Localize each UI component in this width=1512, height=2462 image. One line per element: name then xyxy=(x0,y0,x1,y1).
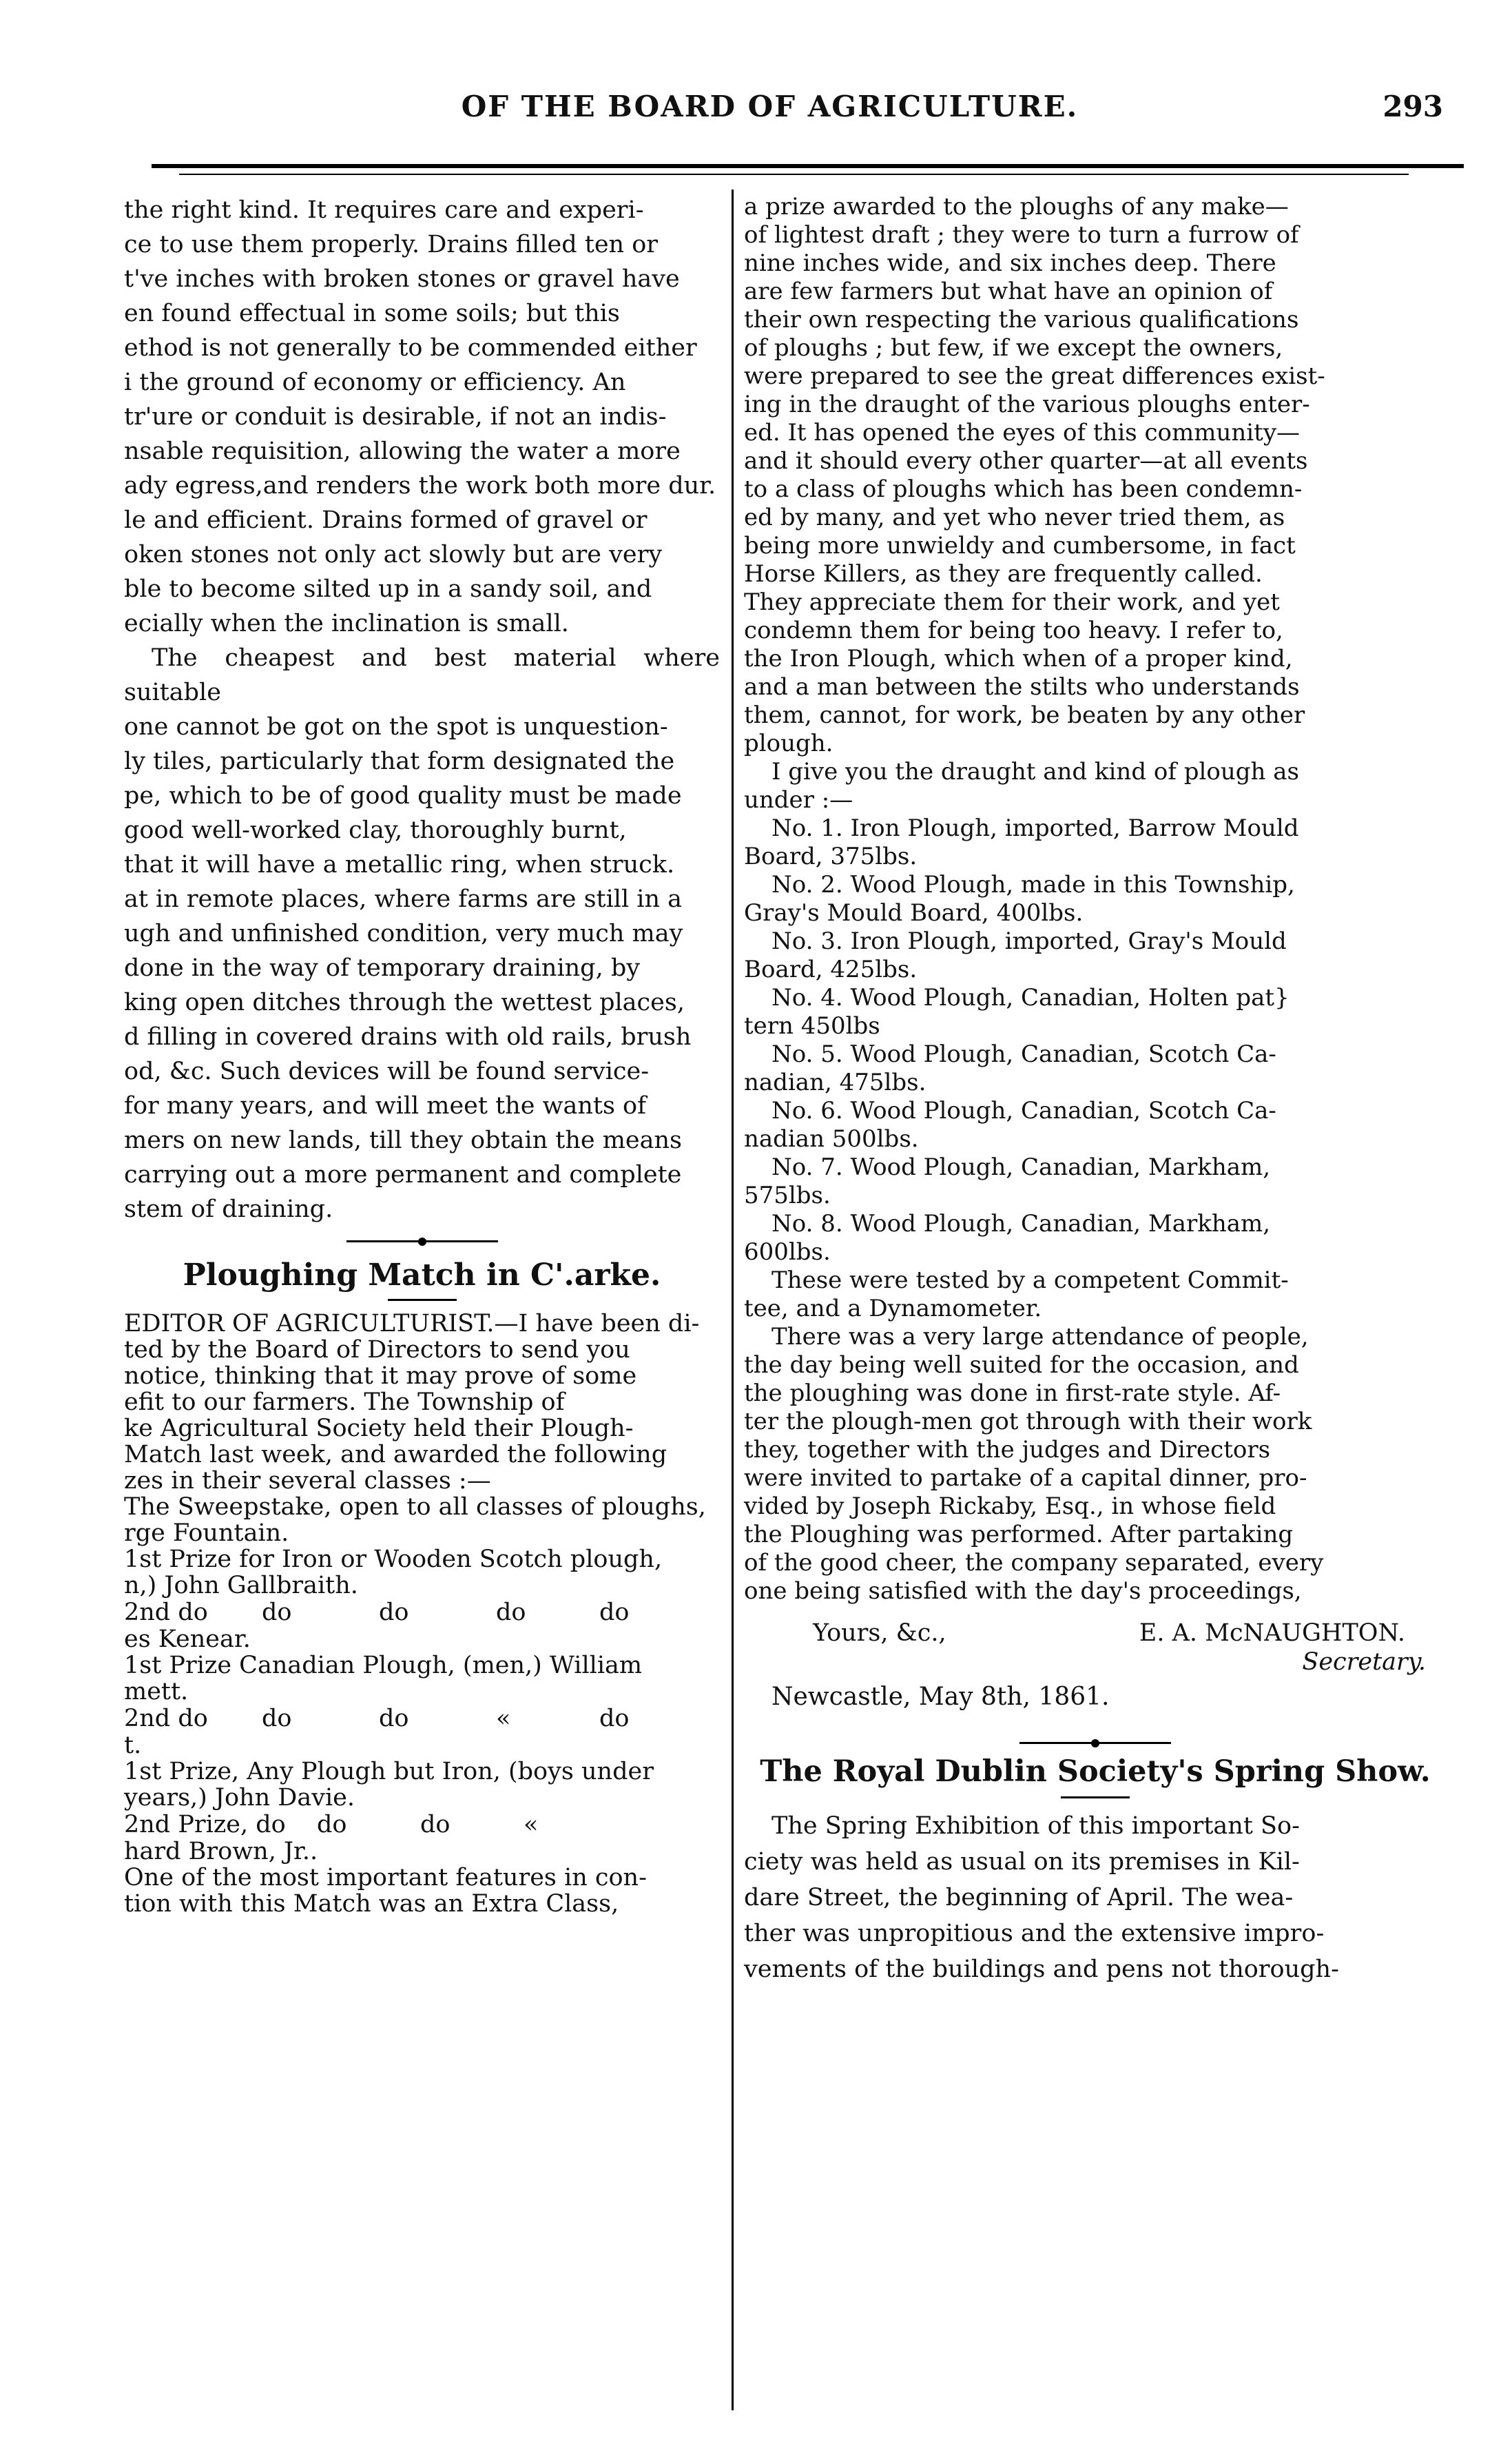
plough-entry xyxy=(744,984,1447,1040)
text-line: ugh and unfinished condition, very much may xyxy=(124,920,683,947)
text-line: nadian, 475lbs. xyxy=(744,1069,926,1096)
drainage-paragraph xyxy=(124,193,720,641)
text-line: tern 450lbs xyxy=(744,1012,880,1040)
closing-lines xyxy=(124,1865,720,1917)
text-line: The Sweepstake, open to all classes of ploughs, xyxy=(124,1493,706,1521)
text-line: mers on new lands, till they obtain the means xyxy=(124,1127,682,1154)
text-line: vided by Joseph Rickaby, Esq., in whose field xyxy=(744,1492,1276,1520)
text-line: good well-worked clay, thoroughly burnt, xyxy=(124,817,627,844)
ditto-cell: do xyxy=(496,1599,526,1626)
text-line: These were tested by a competent Commit- xyxy=(771,1266,1289,1294)
ditto-cell: do xyxy=(599,1599,630,1626)
text-line: efit to our farmers. The Township of xyxy=(124,1388,565,1416)
text-line: the Iron Plough, which when of a proper kind, xyxy=(744,645,1293,673)
ditto-cell: « xyxy=(524,1811,539,1838)
text-line: their own respecting the various qualifications xyxy=(744,306,1299,334)
text-line: nine inches wide, and six inches deep. There xyxy=(744,249,1276,277)
text-line: were prepared to see the great differences exist- xyxy=(744,362,1325,390)
plough-entry xyxy=(744,871,1447,927)
text-line: Horse Killers, as they are frequently called. xyxy=(744,560,1263,588)
text-line: ciety was held as usual on its premises in Kil- xyxy=(744,1848,1300,1876)
text-line: n,) John Gallbraith. xyxy=(124,1572,358,1599)
plough-entry xyxy=(744,1153,1447,1210)
ditto-cell: do xyxy=(420,1811,451,1838)
text-line: ed. It has opened the eyes of this community— xyxy=(744,419,1301,447)
section-separator xyxy=(1019,1742,1171,1744)
text-line: the right kind. It requires care and experi- xyxy=(124,196,644,224)
text-line: being more unwieldy and cumbersome, in fact xyxy=(744,532,1296,560)
signature-line xyxy=(744,1618,1447,1648)
text-line: 575lbs. xyxy=(744,1182,831,1209)
text-line: to a class of ploughs which has been condemn- xyxy=(744,475,1303,503)
text-line: They appreciate them for their work, and yet xyxy=(744,588,1280,616)
tiles-paragraph xyxy=(124,641,720,1227)
text-line: ed by many, and yet who never tried them, as xyxy=(744,504,1285,531)
text-line: d filling in covered drains with old rails, brush xyxy=(124,1023,692,1051)
draught-intro xyxy=(744,758,1447,814)
prize-winner: mett. xyxy=(124,1678,189,1705)
prize-canadian: 1st Prize Canadian Plough, (men,) William xyxy=(124,1652,643,1679)
text-line: No. 1. Iron Plough, imported, Barrow Mould xyxy=(771,814,1299,842)
text-line: The Spring Exhibition of this important So- xyxy=(771,1812,1300,1840)
boys-prize xyxy=(124,1758,720,1811)
attendance-paragraph xyxy=(744,1323,1447,1606)
ditto-cell: do xyxy=(379,1705,409,1732)
text-line: tr'ure or conduit is desirable, if not an indis- xyxy=(124,403,667,431)
text-line: Board, 425lbs. xyxy=(744,956,918,983)
text-line: No. 8. Wood Plough, Canadian, Markham, xyxy=(771,1210,1271,1238)
text-line: Board, 375lbs. xyxy=(744,843,918,870)
text-line: the ploughing was done in first-rate style. Af- xyxy=(744,1379,1281,1407)
plough-entry xyxy=(744,1097,1447,1153)
text-line: 600lbs. xyxy=(744,1238,831,1266)
text-line: one cannot be got on the spot is unquestion- xyxy=(124,713,668,741)
ditto-cell: « xyxy=(496,1705,511,1732)
text-line: of ploughs ; but few, if we except the owners, xyxy=(744,334,1283,362)
text-line: nadian 500lbs. xyxy=(744,1125,919,1153)
ditto-cell: do xyxy=(262,1705,292,1732)
text-line: ethod is not generally to be commended either xyxy=(124,334,697,362)
ditto-cell: do xyxy=(262,1599,292,1626)
text-line: ther was unpropitious and the extensive impro- xyxy=(744,1920,1325,1947)
ditto-cell: 2nd Prize, do xyxy=(124,1811,286,1838)
text-line: them, cannot, for work, be beaten by any other xyxy=(744,701,1305,729)
text-line: that it will have a metallic ring, when struck. xyxy=(124,851,675,879)
text-line: ady egress,and renders the work both more dur. xyxy=(124,472,716,500)
text-line: t've inches with broken stones or gravel have xyxy=(124,265,680,293)
text-line: years,) John Davie. xyxy=(124,1784,355,1812)
text-line: king open ditches through the wettest places, xyxy=(124,989,685,1016)
section-separator xyxy=(346,1240,498,1242)
ditto-cell: 2nd do xyxy=(124,1599,208,1626)
plough-entry xyxy=(744,927,1447,984)
ditto-cell: do xyxy=(317,1811,347,1838)
text-line: od, &c. Such devices will be found service- xyxy=(124,1058,650,1085)
text-line: le and efficient. Drains formed of gravel or xyxy=(124,506,648,534)
text-line: I give you the draught and kind of plough as xyxy=(771,758,1299,786)
text-line: ing in the draught of the various ploughs enter- xyxy=(744,391,1310,418)
text-line: they, together with the judges and Directors xyxy=(744,1436,1271,1464)
text-line: There was a very large attendance of people, xyxy=(771,1323,1309,1351)
text-line: Gray's Mould Board, 400lbs. xyxy=(744,899,1084,927)
prize-winner: hard Brown, Jr.. xyxy=(124,1838,318,1865)
text-line: No. 5. Wood Plough, Canadian, Scotch Ca- xyxy=(771,1040,1276,1068)
text-line: the day being well suited for the occasion, and xyxy=(744,1351,1299,1379)
prize-winner: es Kenear. xyxy=(124,1625,251,1653)
plough-entry xyxy=(744,814,1447,871)
page-number: 293 xyxy=(1382,90,1443,123)
text-line: nsable requisition, allowing the water a more xyxy=(124,438,681,465)
left-column xyxy=(124,193,720,1917)
text-line: stem of draining. xyxy=(124,1196,333,1223)
page-header xyxy=(83,90,1457,138)
text-line: tion with this Match was an Extra Class, xyxy=(124,1890,619,1918)
text-line: dare Street, the beginning of April. The wea- xyxy=(744,1884,1294,1911)
header-rule xyxy=(152,164,1464,168)
column-divider xyxy=(732,189,734,2410)
text-line: notice, thinking that it may prove of some xyxy=(124,1362,637,1390)
text-line: one being satisfied with the day's proceedings, xyxy=(744,1577,1302,1605)
tested-paragraph xyxy=(744,1266,1447,1323)
text-line: for many years, and will meet the wants of xyxy=(124,1092,647,1120)
header-rule-thin xyxy=(179,174,1409,175)
text-line: rge Fountain. xyxy=(124,1519,289,1547)
ploughing-match-heading: Ploughing Match in C'.arke. xyxy=(183,1258,661,1293)
text-line: at in remote places, where farms are still in a xyxy=(124,885,683,913)
text-line: en found effectual in some soils; but this xyxy=(124,300,620,327)
text-line: Match last week, and awarded the following xyxy=(124,1441,667,1468)
text-line: No. 6. Wood Plough, Canadian, Scotch Ca- xyxy=(771,1097,1276,1125)
text-line: and a man between the stilts who understands xyxy=(744,673,1300,701)
text-line: are few farmers but what have an opinion of xyxy=(744,278,1273,305)
text-line: of lightest draft ; they were to turn a furrow of xyxy=(744,221,1299,249)
extra-class-paragraph xyxy=(744,193,1447,758)
text-line: ke Agricultural Society held their Plough- xyxy=(124,1415,634,1442)
text-line: tee, and a Dynamometer. xyxy=(744,1295,1042,1322)
text-line: No. 3. Iron Plough, imported, Gray's Mould xyxy=(771,927,1287,955)
plough-entry xyxy=(744,1210,1447,1266)
royal-paragraph xyxy=(744,1808,1447,1987)
ditto-row xyxy=(124,1705,720,1732)
text-line: a prize awarded to the ploughs of any make— xyxy=(744,193,1289,220)
text-line: ly tiles, particularly that form designated the xyxy=(124,748,675,775)
text-line: i the ground of economy or efficiency. An xyxy=(124,369,626,396)
ditto-cell: do xyxy=(379,1599,409,1626)
text-line: No. 2. Wood Plough, made in this Township, xyxy=(771,871,1295,899)
text-line: vements of the buildings and pens not thorough- xyxy=(744,1956,1339,1983)
text-line: oken stones not only act slowly but are very xyxy=(124,541,663,568)
plough-entry xyxy=(744,1040,1447,1097)
text-line: condemn them for being too heavy. I refer to, xyxy=(744,617,1283,644)
text-line: ble to become silted up in a sandy soil, and xyxy=(124,575,652,603)
text-line: plough. xyxy=(744,730,833,757)
ditto-row xyxy=(124,1811,720,1838)
right-column xyxy=(744,193,1447,1987)
ploughing-match-letter xyxy=(124,1311,720,1917)
text-line: the Ploughing was performed. After partaking xyxy=(744,1521,1294,1548)
heading-rule xyxy=(1061,1796,1130,1798)
text-line: No. 4. Wood Plough, Canadian, Holten pat} xyxy=(771,984,1290,1012)
text-line: No. 7. Wood Plough, Canadian, Markham, xyxy=(771,1153,1271,1181)
running-head: OF THE BOARD OF AGRICULTURE. xyxy=(461,90,1079,123)
text-line: One of the most important features in con- xyxy=(124,1864,647,1891)
signer-role: Secretary. xyxy=(1302,1648,1426,1676)
plough-list xyxy=(744,814,1447,1266)
text-line: 1st Prize, Any Plough but Iron, (boys under xyxy=(124,1758,654,1785)
prize-list xyxy=(124,1494,720,1599)
text-line: ce to use them properly. Drains filled ten or xyxy=(124,231,659,258)
ditto-cell: 2nd do xyxy=(124,1705,208,1732)
text-line: carrying out a more permanent and complete xyxy=(124,1161,682,1189)
text-line: EDITOR OF AGRICULTURIST.—I have been di- xyxy=(124,1310,700,1337)
royal-dublin-heading: The Royal Dublin Society's Spring Show. xyxy=(760,1754,1431,1789)
royal-dublin-article xyxy=(744,1808,1447,1987)
text-line: ecially when the inclination is small. xyxy=(124,610,569,637)
text-line: under :— xyxy=(744,786,853,814)
ditto-row xyxy=(124,1599,720,1626)
text-line: done in the way of temporary draining, by xyxy=(124,954,641,982)
text-line: ter the plough-men got through with their work xyxy=(744,1408,1312,1435)
text-line: pe, which to be of good quality must be made xyxy=(124,782,682,810)
text-line: zes in their several classes :— xyxy=(124,1467,491,1495)
text-line: ted by the Board of Directors to send you xyxy=(124,1336,630,1364)
signoff: Yours, &c., xyxy=(813,1619,946,1647)
dateline: Newcastle, May 8th, 1861. xyxy=(771,1683,1110,1711)
signer: E. A. McNAUGHTON. xyxy=(1139,1619,1405,1647)
text-line: were invited to partake of a capital dinner, pro- xyxy=(744,1464,1307,1492)
text-line: and it should every other quarter—at all events xyxy=(744,447,1308,475)
heading-rule xyxy=(388,1299,457,1301)
prize-winner: t. xyxy=(124,1732,142,1759)
letter-intro xyxy=(124,1311,720,1494)
text-line: of the good cheer, the company separated, every xyxy=(744,1549,1324,1577)
ditto-cell: do xyxy=(599,1705,630,1732)
text-line: The cheapest and best material where suitable xyxy=(124,644,720,706)
text-line: 1st Prize for Iron or Wooden Scotch plough, xyxy=(124,1546,663,1573)
